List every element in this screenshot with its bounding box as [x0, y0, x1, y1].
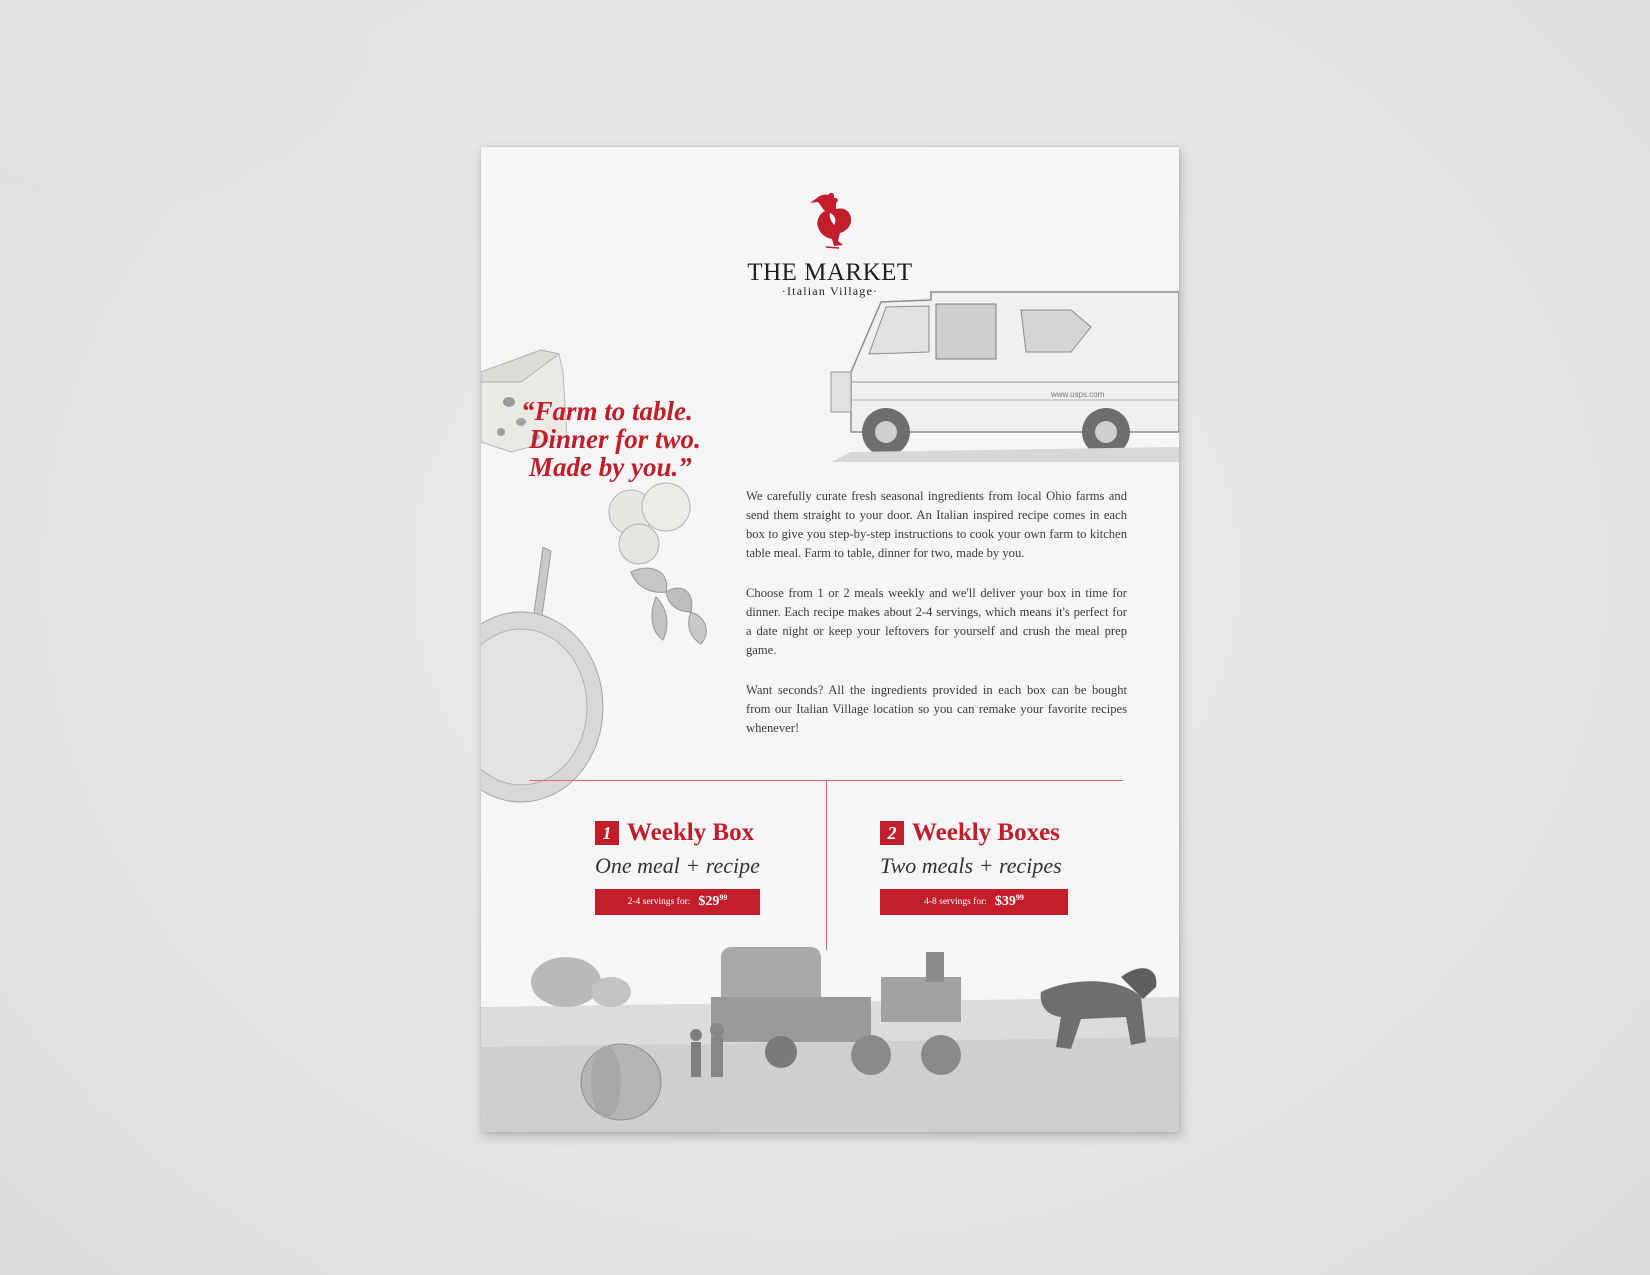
plan-number-badge: 2 [880, 821, 904, 845]
price-cents: 99 [719, 893, 728, 902]
servings-label: 4-8 servings for: [924, 897, 987, 907]
plan-subtitle: One meal + recipe [595, 853, 760, 878]
plan-title: Weekly Boxes [912, 819, 1060, 846]
plan-weekly-box [595, 819, 760, 915]
flyer [481, 147, 1179, 1132]
body-copy [746, 487, 1127, 759]
body-paragraph-3: Want seconds? All the ingredients provided in each box can be bought from our Italian Village location so you can remake your favorite recipes whenever! [746, 683, 1127, 735]
brand-subtitle: ·Italian Village· [781, 284, 879, 298]
price [698, 894, 727, 910]
body-paragraph-2: Choose from 1 or 2 meals weekly and we'll deliver your box in time for dinner. Each recipe makes about 2-4 servings, which means it's perfect for a date night or keep your leftovers for yourself and crush the meal prep game. [746, 586, 1127, 657]
body-paragraph-1: We carefully curate fresh seasonal ingredients from local Ohio farms and send them straight to your door. An Italian inspired recipe comes in each box to give you step-by-step instructions to cook your own farm to kitchen table meal. Farm to table, dinner for two, made by you. [746, 489, 1127, 560]
tagline [521, 397, 701, 481]
price-bar[interactable] [595, 889, 760, 915]
delivery-truck-illustration [811, 272, 1179, 462]
servings-label: 2-4 servings for: [627, 897, 691, 907]
price-bar[interactable] [880, 889, 1068, 915]
hen-icon [806, 191, 854, 251]
price-dollars: $39 [994, 894, 1016, 909]
background-shadow [0, 0, 360, 190]
plan-number-badge: 1 [595, 821, 619, 845]
truck-label: www.usps.com [1051, 390, 1105, 399]
tagline-line-3: Made by you.” [529, 452, 692, 482]
divider-vertical [826, 780, 827, 950]
brand-name: THE MARKET [747, 259, 913, 286]
tagline-line-1: “Farm to table. [521, 396, 693, 426]
plan-weekly-boxes [880, 819, 1068, 915]
plan-title: Weekly Box [627, 819, 755, 846]
tagline-line-2: Dinner for two. [529, 424, 701, 454]
plan-subtitle: Two meals + recipes [880, 853, 1062, 878]
skillet-illustration [481, 547, 606, 807]
price-cents: 99 [1015, 893, 1024, 902]
price [995, 894, 1024, 910]
farm-scene-illustration [481, 937, 1179, 1132]
price-dollars: $29 [698, 894, 720, 909]
